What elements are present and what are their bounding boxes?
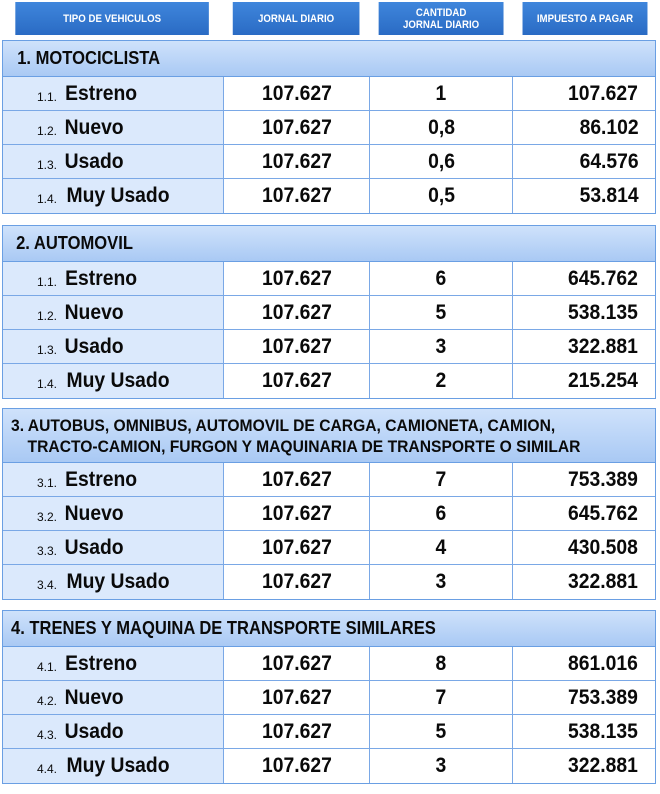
table-row [3,145,655,179]
cell-cantidad: 3 [370,749,514,783]
table-row [3,262,655,296]
cell-cantidad: 0,5 [370,179,514,213]
table-row [3,497,655,531]
cell-cantidad: 5 [370,296,514,329]
cell-cantidad: 5 [370,715,514,748]
cell-cantidad: 2 [370,364,514,398]
cell-impuesto: 107.627 [513,77,655,110]
cell-jornal: 107.627 [224,715,370,748]
cell-tipo: 1.3. Usado [3,145,224,178]
table-header [2,2,656,35]
cell-cantidad: 1 [370,77,514,110]
section-title: 3. AUTOBUS, OMNIBUS, AUTOMOVIL DE CARGA, CAMIONETA, CAMION, TRACTO-CAMION, FURGON Y MAQUINARIA DE TRANSPORTE O SIMILAR [3,409,655,463]
cell-jornal: 107.627 [224,364,370,398]
cell-impuesto: 64.576 [513,145,655,178]
section-title: 2. AUTOMOVIL [3,226,655,262]
cell-cantidad: 7 [370,681,514,714]
table-row [3,647,655,681]
table-row [3,330,655,364]
section-motociclista [2,40,656,214]
cell-tipo: 3.3. Usado [3,531,224,564]
cell-impuesto: 215.254 [513,364,655,398]
cell-impuesto: 753.389 [513,463,655,496]
table-row [3,531,655,565]
cell-jornal: 107.627 [224,145,370,178]
cell-impuesto: 861.016 [513,647,655,680]
table-row [3,463,655,497]
section-automovil [2,225,656,399]
header-jornal: JORNAL DIARIO [233,2,361,35]
cell-impuesto: 538.135 [513,715,655,748]
cell-jornal: 107.627 [224,111,370,144]
cell-tipo: 4.1. Estreno [3,647,224,680]
cell-cantidad: 3 [370,565,514,599]
cell-impuesto: 645.762 [513,497,655,530]
cell-impuesto: 322.881 [513,330,655,363]
cell-jornal: 107.627 [224,179,370,213]
header-impuesto: IMPUESTO A PAGAR [523,2,648,35]
table-row [3,77,655,111]
cell-jornal: 107.627 [224,531,370,564]
table-row [3,565,655,599]
cell-jornal: 107.627 [224,330,370,363]
cell-tipo: 1.2. Nuevo [3,111,224,144]
cell-tipo: 3.2. Nuevo [3,497,224,530]
table-row [3,364,655,398]
cell-tipo: 1.1. Estreno [3,262,224,295]
cell-jornal: 107.627 [224,463,370,496]
cell-jornal: 107.627 [224,497,370,530]
cell-impuesto: 753.389 [513,681,655,714]
cell-tipo: 1.4. Muy Usado [3,179,224,213]
table-row [3,111,655,145]
cell-jornal: 107.627 [224,565,370,599]
table-row [3,715,655,749]
cell-impuesto: 86.102 [513,111,655,144]
cell-tipo: 1.3. Usado [3,330,224,363]
table-row [3,179,655,213]
table-row [3,296,655,330]
cell-impuesto: 322.881 [513,749,655,783]
cell-jornal: 107.627 [224,647,370,680]
cell-tipo: 4.4. Muy Usado [3,749,224,783]
header-cantidad: CANTIDAD JORNAL DIARIO [379,2,506,35]
cell-tipo: 4.2. Nuevo [3,681,224,714]
cell-tipo: 1.2. Nuevo [3,296,224,329]
cell-impuesto: 645.762 [513,262,655,295]
section-autobus [2,408,656,600]
cell-cantidad: 3 [370,330,514,363]
cell-cantidad: 0,6 [370,145,514,178]
cell-cantidad: 0,8 [370,111,514,144]
cell-cantidad: 8 [370,647,514,680]
table-row [3,749,655,783]
cell-tipo: 1.1. Estreno [3,77,224,110]
cell-impuesto: 430.508 [513,531,655,564]
table-row [3,681,655,715]
section-trenes [2,610,656,784]
cell-jornal: 107.627 [224,681,370,714]
cell-cantidad: 6 [370,262,514,295]
cell-cantidad: 4 [370,531,514,564]
cell-jornal: 107.627 [224,296,370,329]
section-title: 1. MOTOCICLISTA [3,41,655,77]
cell-tipo: 3.4. Muy Usado [3,565,224,599]
cell-jornal: 107.627 [224,77,370,110]
cell-impuesto: 538.135 [513,296,655,329]
cell-impuesto: 322.881 [513,565,655,599]
cell-tipo: 1.4. Muy Usado [3,364,224,398]
cell-jornal: 107.627 [224,262,370,295]
header-tipo: TIPO DE VEHICULOS [15,2,210,35]
cell-cantidad: 6 [370,497,514,530]
cell-tipo: 4.3. Usado [3,715,224,748]
cell-jornal: 107.627 [224,749,370,783]
cell-cantidad: 7 [370,463,514,496]
section-title: 4. TRENES Y MAQUINA DE TRANSPORTE SIMILARES [3,611,655,647]
cell-tipo: 3.1. Estreno [3,463,224,496]
cell-impuesto: 53.814 [513,179,655,213]
